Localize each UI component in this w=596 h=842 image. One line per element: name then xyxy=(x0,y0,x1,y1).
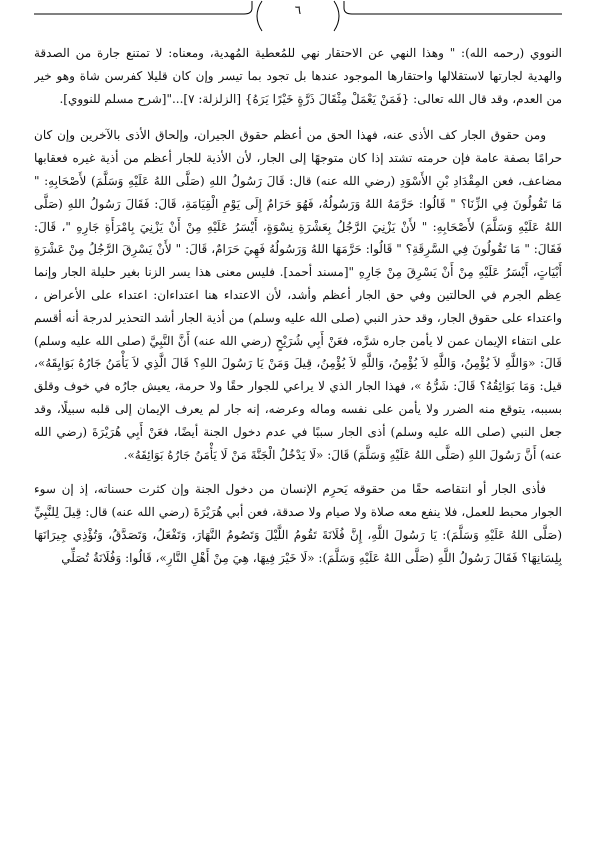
paragraph-text: فأذى الجار أو انتقاصه حقًا من حقوقه يَحرِم الإنسان من دخول الجنة وإن كثرت حسناته، إذ إن سوء الجوار محبط للعمل، فلا ينفع معه صلاة ولا صيام ولا صدقة، فعن أبي هُرَيْرَةَ (رضي الله عنه) قال: قِيلَ لِلنَّبِيِّ (صَلَّى اللهُ عَلَيْهِ وَسَلَّمَ): يَا رَسُولَ اللَّهِ، إِنَّ فُلَانَةَ تَقُومُ اللَّيْلَ وَتَصُومُ النَّهَارَ، وَتَفْعَلُ، وَتَصَدَّقُ، وَتُؤْذِي جِيرَانَهَا بِلِسَانِهَا؟ فَقَالَ رَسُولُ اللَّهِ (صَلَّى اللهُ عَلَيْهِ وَسَلَّمَ): «لَا خَيْرَ فِيهَا، هِيَ مِنْ أَهْلِ النَّارِ»، قَالُوا: وَفُلَانَةُ تُصَلِّي xyxy=(34,482,562,565)
page-body xyxy=(34,42,562,816)
paragraph-text: ومن حقوق الجار كف الأذى عنه، فهذا الحق من أعظم حقوق الجيران، وإلحاق الأذى بالآخرين وإن كان حرامًا بصفة عامة فإن حرمته تشتد إذا كان متوجهًا إلى الجار، لأن الأذية للجار أعظم من أذية غيره فعقابها مضاعف، فعن المِقْدَادِ بْنِ الأَسْوَدِ (رضي الله عنه) قال: قَالَ رَسُولُ اللهِ (صَلَّى اللهُ عَلَيْهِ وَسَلَّمَ) لأَصْحَابِهِ: " مَا تَقُولُونَ فِي الزِّنَا؟ " قَالُوا: حَرَّمَهُ اللهُ وَرَسُولُهُ، فَهُوَ حَرَامٌ إِلَى يَوْمِ الْقِيَامَةِ، قَالَ: فَقَالَ رَسُولُ اللهِ (صَلَّى اللهُ عَلَيْهِ وَسَلَّمَ) لأَصْحَابِهِ: " لأَنْ يَزْنِيَ الرَّجُلُ بِعَشْرَةِ نِسْوَةٍ، أَيْسَرُ عَلَيْهِ مِنْ أَنْ يَزْنِيَ بِامْرَأَةِ جَارِهِ "، قَالَ: فَقَالَ: " مَا تَقُولُونَ فِي السَّرِقَةِ؟ " قَالُوا: حَرَّمَهَا اللهُ وَرَسُولُهُ فَهِيَ حَرَامٌ، قَالَ: " لأَنْ يَسْرِقَ الرَّجُلُ مِنْ عَشْرَةِ أَبْيَاتٍ، أَيْسَرُ عَلَيْهِ مِنْ أَنْ يَسْرِقَ مِنْ جَارِهِ "[مسند أحمد]. فليس معنى هذا يسر الزنا بغير حليلة الجار وإنما عِظم الجرم في الحالتين وفي حق الجار أعظم وأشد، لأن الاعتداء هنا اعتداءان: اعتداء على الأعراض ، واعتداء على حقوق الجار، وقد حذر النبي (صلى الله عليه وسلم) من أذية الجار أشد التحذير لدرجة أنه أقسم على انتفاء الإيمان عمن لا يأمن جاره شرَّه، فعَنْ أَبِي شُرَيْحٍ (رضي الله عنه) أَنَّ النَّبِيَّ (صلى الله عليه وسلم) قَالَ: «وَاللَّهِ لاَ يُؤْمِنُ، وَاللَّهِ لاَ يُؤْمِنُ، وَاللَّهِ لاَ يُؤْمِنُ، قِيلَ وَمَنْ يَا رَسُولَ اللهِ؟ قَالَ الَّذِي لاَ يَأْمَنُ جَارُهُ بَوَايِقَهُ»، قيل: وَمَا بَوَائِقُهُ؟ قَالَ: شَرُّهُ »، فهذا الجار الذي لا يراعي للجوار حقًا ولا حرمة، يعيش جارُه في خوف وقلق بسببه، يتوقع منه الضرر ولا يأمن على نفسه وماله وعرضه، إنه جار لم يعرف الإيمان إلى قلبه سبيلًا، وقد جعل النبي (صلى الله عليه وسلم) أذى الجار سببًا في عدم دخول الجنة أيضًا، فعَنْ أَبِي هُرَيْرَةَ (رضي الله عنه) أَنَّ رَسُولَ اللهِ (صَلَّى اللهُ عَلَيْهِ وَسَلَّمَ) قَالَ: «لَا يَدْخُلُ الْجَنَّةَ مَنْ لَا يَأْمَنُ جَارُهُ بَوَائِقَهُ». xyxy=(34,128,562,462)
page-number: ٦ xyxy=(294,3,302,17)
paragraph-text: النووي (رحمه الله): " وهذا النهي عن الاحتقار نهي للمُعطية المُهدية، ومعناه: لا تمتنع جارة من الصدقة والهدية لجارتها لاستقلالها واحتقارها الموجود عندها بل تجود بما تيسر وإن كان قليلا كفرسن شاة وهو خير من العدم، وقد قال الله تعالى: {فَمَنْ يَعْمَلْ مِثْقَالَ ذَرَّةٍ خَيْرًا يَرَهُ} [الزلزلة: ٧]..."[شرح مسلم للنووي]. xyxy=(34,46,562,106)
page-header xyxy=(0,0,596,34)
paragraph-bad-neighborliness xyxy=(34,478,562,569)
paragraph-harm-to-neighbor xyxy=(34,124,562,466)
paragraph-nawawi-commentary xyxy=(34,42,562,110)
